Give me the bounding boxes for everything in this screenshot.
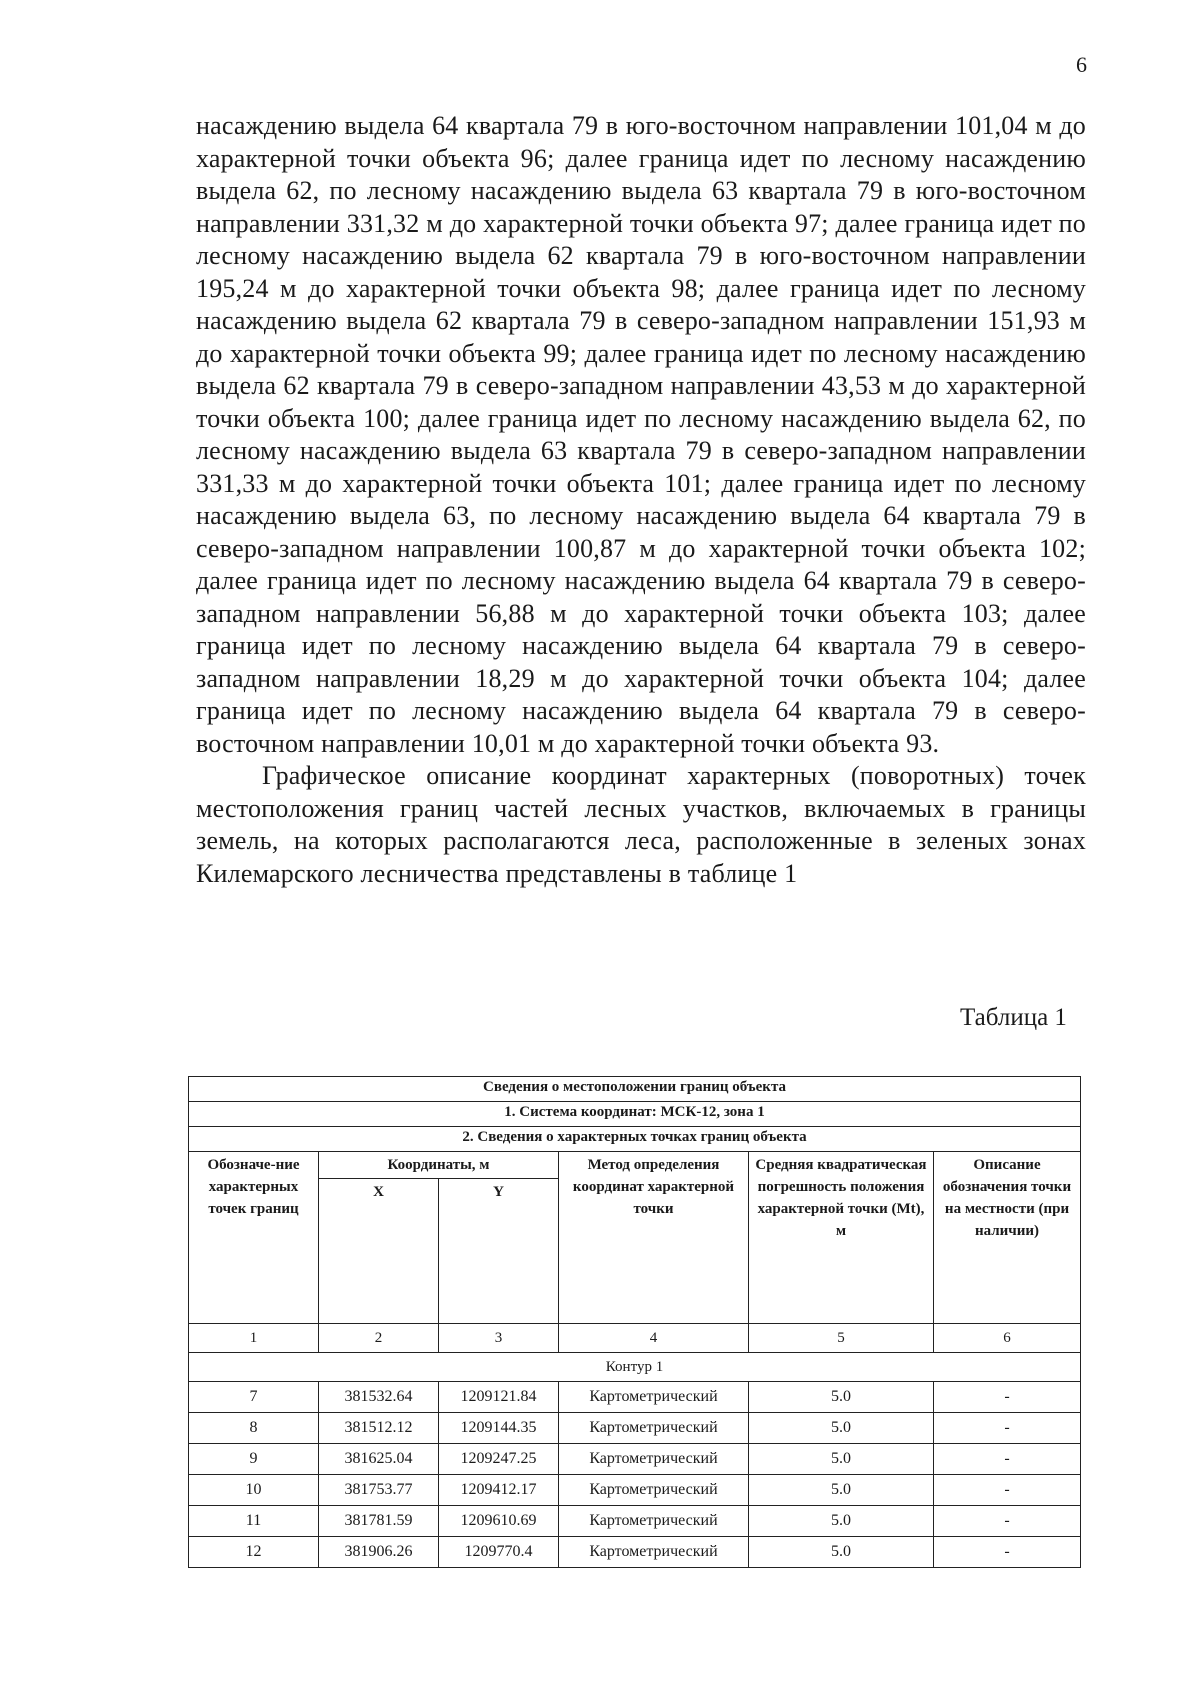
header-x: X <box>319 1179 439 1324</box>
point-number: 8 <box>189 1413 319 1444</box>
method: Картометрический <box>559 1413 749 1444</box>
y-coordinate: 1209121.84 <box>439 1382 559 1413</box>
point-number: 10 <box>189 1475 319 1506</box>
error: 5.0 <box>749 1475 934 1506</box>
table-row <box>189 1382 1081 1413</box>
x-coordinate: 381753.77 <box>319 1475 439 1506</box>
header-method: Метод определения координат характерной точки <box>559 1152 749 1324</box>
column-number: 1 <box>189 1324 319 1353</box>
header-error: Средняя квадратическая погрешность положения характерной точки (Mt), м <box>749 1152 934 1324</box>
table-row <box>189 1506 1081 1537</box>
table-row <box>189 1413 1081 1444</box>
header-description: Описание обозначения точки на местности (при наличии) <box>934 1152 1081 1324</box>
point-number: 12 <box>189 1537 319 1568</box>
table-row <box>189 1537 1081 1568</box>
x-coordinate: 381512.12 <box>319 1413 439 1444</box>
description: - <box>934 1475 1081 1506</box>
error: 5.0 <box>749 1444 934 1475</box>
y-coordinate: 1209247.25 <box>439 1444 559 1475</box>
table-row <box>189 1475 1081 1506</box>
column-number: 5 <box>749 1324 934 1353</box>
x-coordinate: 381532.64 <box>319 1382 439 1413</box>
coordinate-system-row <box>189 1102 1081 1127</box>
column-number: 4 <box>559 1324 749 1353</box>
point-number: 7 <box>189 1382 319 1413</box>
description: - <box>934 1444 1081 1475</box>
error: 5.0 <box>749 1506 934 1537</box>
body-text <box>196 110 1086 890</box>
paragraph-graphic-description: Графическое описание координат характерных (поворотных) точек местоположения границ частей лесных участков, включаемых в границы земель, на которых располагаются леса, расположенные в зеленых зонах Килемарского лесничества представлены в таблице 1 <box>196 761 1086 888</box>
header-y: Y <box>439 1179 559 1324</box>
points-info-title: 2. Сведения о характерных точках границ объекта <box>189 1127 1081 1152</box>
header-designation: Обозначе-ние характерных точек границ <box>189 1152 319 1324</box>
error: 5.0 <box>749 1537 934 1568</box>
y-coordinate: 1209412.17 <box>439 1475 559 1506</box>
method: Картометрический <box>559 1444 749 1475</box>
x-coordinate: 381906.26 <box>319 1537 439 1568</box>
method: Картометрический <box>559 1475 749 1506</box>
point-number: 9 <box>189 1444 319 1475</box>
point-number: 11 <box>189 1506 319 1537</box>
coordinates-table <box>188 1076 1081 1568</box>
column-numbers-row <box>189 1324 1081 1353</box>
method: Картометрический <box>559 1382 749 1413</box>
header-coordinates: Координаты, м <box>319 1152 559 1179</box>
method: Картометрический <box>559 1537 749 1568</box>
description: - <box>934 1506 1081 1537</box>
header-row <box>189 1152 1081 1179</box>
table-caption: Таблица 1 <box>960 1004 1067 1031</box>
coordinate-system: 1. Система координат: МСК-12, зона 1 <box>189 1102 1081 1127</box>
method: Картометрический <box>559 1506 749 1537</box>
error: 5.0 <box>749 1413 934 1444</box>
y-coordinate: 1209144.35 <box>439 1413 559 1444</box>
points-info-row <box>189 1127 1081 1152</box>
paragraph-boundary-description: насаждению выдела 64 квартала 79 в юго-восточном направлении 101,04 м до характерной точки объекта 96; далее граница идет по лесному насаждению выдела 62, по лесному насаждению выдела 63 квартала 79 в юго-восточном направлении 331,32 м до характерной точки объекта 97; далее граница идет по лесному насаждению выдела 62 квартала 79 в юго-восточном направлении 195,24 м до характерной точки объекта 98; далее граница идет по лесному насаждению выдела 62 квартала 79 в северо-западном направлении 151,93 м до характерной точки объекта 99; далее граница идет по лесному насаждению выдела 62 квартала 79 в северо-западном направлении 43,53 м до характерной точки объекта 100; далее граница идет по лесному насаждению выдела 62, по лесному насаждению выдела 63 квартала 79 в северо-западном направлении 331,33 м до характерной точки объекта 101; далее граница идет по лесному насаждению выдела 63, по лесному насаждению выдела 64 квартала 79 в северо-западном направлении 100,87 м до характерной точки объекта 102; далее граница идет по лесному насаждению выдела 64 квартала 79 в северо-западном направлении 56,88 м до характерной точки объекта 103; далее граница идет по лесному насаждению выдела 64 квартала 79 в северо-западном направлении 18,29 м до характерной точки объекта 104; далее граница идет по лесному насаждению выдела 64 квартала 79 в северо-восточном направлении 10,01 м до характерной точки объекта 93. <box>196 111 1086 758</box>
x-coordinate: 381781.59 <box>319 1506 439 1537</box>
description: - <box>934 1413 1081 1444</box>
contour-label: Контур 1 <box>189 1353 1081 1382</box>
column-number: 3 <box>439 1324 559 1353</box>
page-number: 6 <box>1076 52 1087 77</box>
description: - <box>934 1537 1081 1568</box>
column-number: 2 <box>319 1324 439 1353</box>
error: 5.0 <box>749 1382 934 1413</box>
column-number: 6 <box>934 1324 1081 1353</box>
y-coordinate: 1209610.69 <box>439 1506 559 1537</box>
y-coordinate: 1209770.4 <box>439 1537 559 1568</box>
description: - <box>934 1382 1081 1413</box>
table-title-row <box>189 1077 1081 1102</box>
x-coordinate: 381625.04 <box>319 1444 439 1475</box>
table-title: Сведения о местоположении границ объекта <box>189 1077 1081 1102</box>
contour-row <box>189 1353 1081 1382</box>
table-row <box>189 1444 1081 1475</box>
